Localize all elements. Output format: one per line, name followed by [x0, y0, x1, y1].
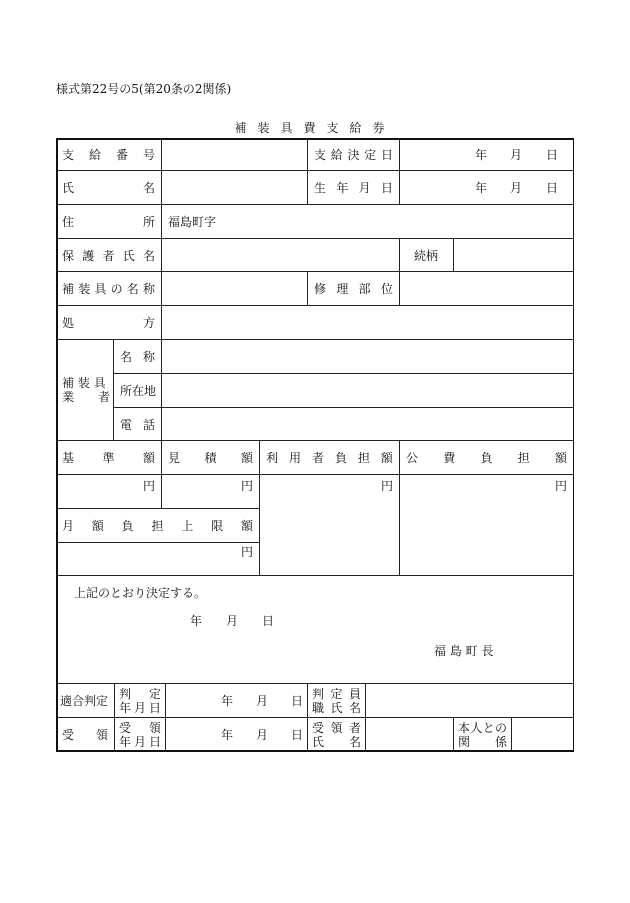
label-char: 年: [119, 734, 132, 749]
label-char: 理: [336, 282, 349, 296]
label-char: 名: [348, 734, 361, 749]
label-char: 人: [470, 720, 483, 735]
field-hantei-nengappi[interactable]: [166, 684, 308, 718]
label-char: 決: [347, 147, 360, 162]
field-kijun-gaku[interactable]: [56, 475, 162, 509]
field-kohi-futan-gaku[interactable]: [400, 475, 574, 576]
label-char: 支: [62, 147, 75, 162]
field-seinengappi[interactable]: [400, 171, 574, 205]
label-char: 限: [211, 519, 224, 533]
label-char: 月: [133, 734, 146, 749]
label-char: 氏: [312, 734, 325, 749]
label-char: 担: [357, 451, 370, 465]
label-line: [312, 687, 361, 701]
label-char: 担: [517, 451, 530, 465]
label-line: [119, 701, 161, 715]
label-char: 生: [314, 181, 327, 195]
label-char: 支: [314, 147, 327, 162]
label-char: 保: [62, 248, 75, 263]
field-shikyu-bango[interactable]: [162, 138, 308, 171]
label-char: 受: [62, 728, 75, 742]
label-char: 日: [148, 734, 161, 749]
label-char: 本: [458, 720, 471, 735]
field-gyosha-denwa[interactable]: [162, 408, 574, 441]
field-juryosha[interactable]: [366, 718, 454, 752]
label-char: 準: [102, 451, 115, 465]
gyosha-line-2: 業 者: [62, 390, 111, 404]
label-char: 見: [168, 451, 181, 465]
field-hosougu-meisho[interactable]: [162, 272, 308, 306]
label-char: 額: [142, 451, 155, 465]
label-char: 受: [312, 720, 325, 735]
label-char: 定: [330, 686, 343, 701]
label-char: 氏: [330, 700, 343, 715]
label-char: 話: [142, 417, 155, 432]
label-char: 判: [119, 686, 132, 701]
field-gyosha-shozaichi[interactable]: [162, 374, 574, 408]
label-char: 所: [142, 215, 155, 229]
label-char: 公: [406, 451, 419, 465]
label-shoho: [56, 306, 162, 340]
field-jusho[interactable]: 福島町字: [162, 205, 574, 239]
label-char: 称: [142, 282, 155, 296]
year-label: 年: [190, 614, 203, 628]
label-tekigo-hantei: 適合判定: [56, 684, 115, 718]
label-char: 名: [120, 350, 133, 364]
label-char: 職: [312, 700, 325, 715]
label-char: 額: [240, 451, 253, 465]
label-char: 定: [148, 686, 161, 701]
year-label: 年: [221, 694, 234, 708]
label-char: 処: [62, 316, 75, 330]
label-char: 修: [314, 282, 327, 296]
label-char: 定: [364, 147, 377, 162]
label-char: 年: [119, 700, 132, 715]
label-gyosha-meisho: [114, 340, 162, 374]
label-honnin-kankei: [454, 718, 512, 752]
label-hosougu-meisho: [56, 272, 162, 306]
day-label: 日: [291, 694, 304, 708]
label-char: 領: [148, 720, 161, 735]
form-number: 様式第22号の5(第20条の2関係): [56, 82, 232, 96]
field-honnin-kankei[interactable]: [512, 718, 574, 752]
day-label: 日: [291, 728, 304, 742]
label-char: 受: [119, 720, 132, 735]
label-hantei-in: [308, 684, 366, 718]
label-jusho: [56, 205, 162, 239]
month-label: 月: [256, 728, 269, 742]
label-char: 補: [62, 282, 75, 296]
label-char: 利: [266, 451, 279, 465]
label-char: 年: [336, 181, 349, 195]
label-char: 位: [380, 282, 393, 296]
field-hogosha-shimei[interactable]: [162, 239, 400, 272]
label-char: 関: [458, 734, 471, 749]
label-char: 月: [358, 181, 371, 195]
label-shikyu-bango: [56, 138, 162, 171]
label-line: [312, 721, 361, 735]
label-hantei-nengappi: [115, 684, 166, 718]
label-char: 名: [348, 700, 361, 715]
label-char: 名: [142, 248, 155, 263]
label-char: 月: [133, 700, 146, 715]
mayor-title: 福 島 町 長: [434, 644, 494, 658]
field-juryo-nengappi[interactable]: [166, 718, 308, 752]
label-kohi-futan-gaku: [400, 441, 574, 475]
label-char: 日: [380, 181, 393, 195]
month-label: 月: [256, 694, 269, 708]
field-shoho[interactable]: [162, 306, 574, 340]
label-char: 日: [380, 147, 393, 162]
label-char: 領: [95, 728, 108, 742]
label-char: 番: [115, 147, 128, 162]
label-char: 担: [151, 519, 164, 533]
day-label: 日: [262, 614, 275, 628]
label-char: 額: [554, 451, 567, 465]
label-char: 方: [142, 316, 155, 330]
year-label: 年: [475, 181, 488, 195]
label-line: [312, 735, 361, 749]
yen-unit: 円: [240, 479, 253, 493]
label-char: 名: [142, 181, 155, 195]
label-char: 判: [312, 686, 325, 701]
field-shimei[interactable]: [162, 171, 308, 205]
label-line: [119, 721, 161, 735]
label-char: 者: [102, 248, 115, 263]
label-getsugaku-futan-jogen: [56, 509, 260, 543]
label-char: 電: [120, 417, 133, 432]
label-char: 装: [78, 282, 91, 296]
field-mitsumori-gaku[interactable]: [162, 475, 260, 509]
label-shikyu-kettei-bi: [308, 138, 400, 171]
day-label: 日: [546, 181, 559, 195]
field-hantei-in[interactable]: [366, 684, 574, 718]
label-char: 負: [121, 519, 134, 533]
label-char: 給: [88, 147, 101, 162]
label-char: 日: [148, 700, 161, 715]
label-char: 住: [62, 215, 75, 229]
label-char: 称: [142, 350, 155, 364]
field-riyosha-futan-gaku[interactable]: [260, 475, 400, 576]
year-label: 年: [221, 728, 234, 742]
label-line: [458, 735, 507, 749]
month-label: 月: [226, 614, 239, 628]
label-riyosha-futan-gaku: [260, 441, 400, 475]
label-char: 額: [380, 451, 393, 465]
label-char: 負: [480, 451, 493, 465]
label-char: 領: [330, 720, 343, 735]
label-zokugara: 続柄: [400, 239, 454, 272]
yen-unit: 円: [240, 545, 253, 559]
label-char: 額: [240, 519, 253, 533]
year-label: 年: [475, 147, 488, 162]
label-char: 負: [334, 451, 347, 465]
label-char: 者: [311, 451, 324, 465]
label-char: 用: [288, 451, 301, 465]
month-label: 月: [510, 181, 523, 195]
label-char: と: [482, 720, 495, 735]
label-char: 部: [358, 282, 371, 296]
label-char: の: [110, 282, 123, 296]
label-shuri-bui: [308, 272, 400, 306]
label-char: 具: [94, 282, 107, 296]
voucher-table: [56, 138, 574, 752]
label-char: の: [494, 720, 507, 735]
label-char: 氏: [122, 248, 135, 263]
field-gyosha-meisho[interactable]: [162, 340, 574, 374]
label-char: 氏: [62, 181, 75, 195]
label-kijun-gaku: [56, 441, 162, 475]
label-char: 号: [142, 147, 155, 162]
label-gyosha-denwa: [114, 408, 162, 441]
label-juryosha: [308, 718, 366, 752]
label-char: 者: [348, 720, 361, 735]
label-char: 費: [443, 451, 456, 465]
decision-block: [56, 576, 574, 684]
label-seinengappi: [308, 171, 400, 205]
day-label: 日: [546, 147, 559, 162]
label-char: 護: [82, 248, 95, 263]
field-shikyu-kettei-bi[interactable]: [400, 138, 574, 171]
label-shimei: [56, 171, 162, 205]
decision-statement: 上記のとおり決定する。: [74, 586, 207, 600]
document-title: 補装具費支給券: [234, 121, 396, 135]
label-gyosha-shozaichi: 所在地: [114, 374, 162, 408]
gyosha-line-1: 補 装 具: [62, 376, 106, 390]
field-zokugara[interactable]: [454, 239, 574, 272]
label-char: 月: [62, 519, 75, 533]
label-line: [119, 735, 161, 749]
label-gyosha-group: [56, 340, 114, 441]
label-line: [119, 687, 161, 701]
label-juryo-nengappi: [115, 718, 166, 752]
label-char: 積: [204, 451, 217, 465]
label-char: 上: [181, 519, 194, 533]
label-line: [458, 721, 507, 735]
label-char: 係: [494, 734, 507, 749]
label-char: 基: [62, 451, 75, 465]
label-char: 額: [91, 519, 104, 533]
label-char: 員: [348, 686, 361, 701]
yen-unit: 円: [380, 479, 393, 493]
field-shuri-bui[interactable]: [400, 272, 574, 306]
label-char: 名: [126, 282, 139, 296]
label-juryo: [56, 718, 115, 752]
yen-unit: 円: [554, 479, 567, 493]
label-line: [312, 701, 361, 715]
yen-unit: 円: [142, 479, 155, 493]
month-label: 月: [510, 147, 523, 162]
label-mitsumori-gaku: [162, 441, 260, 475]
field-getsugaku-futan-jogen[interactable]: [56, 543, 260, 576]
label-hogosha-shimei: [56, 239, 162, 272]
label-char: 給: [330, 147, 343, 162]
